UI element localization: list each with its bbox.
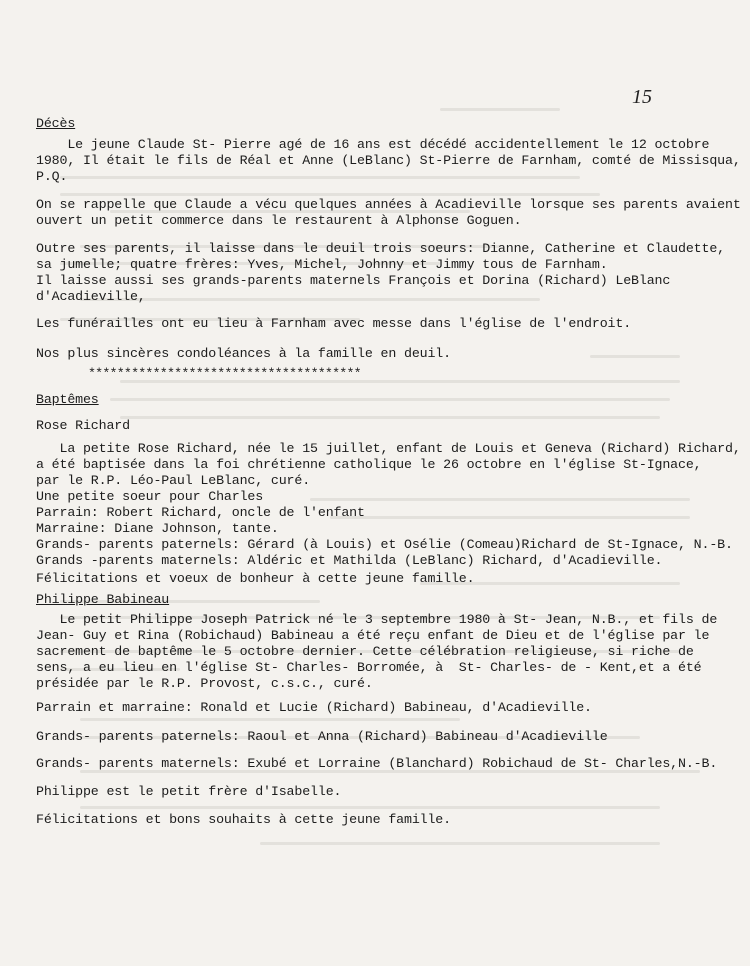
text-line: Une petite soeur pour Charles xyxy=(36,489,264,504)
text-line: Marraine: Diane Johnson, tante. xyxy=(36,521,279,536)
text-line: sens, a eu lieu en l'église St- Charles- Borromée, à St- Charles- de - Kent,et a été xyxy=(36,660,702,675)
text-line: sa jumelle; quatre frères: Yves, Michel, Johnny et Jimmy tous de Farnham. xyxy=(36,257,608,272)
text-line: Parrain et marraine: Ronald et Lucie (Richard) Babineau, d'Acadieville. xyxy=(36,700,592,715)
text-line: Félicitations et voeux de bonheur à cette jeune famille. xyxy=(36,571,475,586)
text-line: Philippe est le petit frère d'Isabelle. xyxy=(36,784,342,799)
text-line: On se rappelle que Claude a vécu quelques années à Acadieville lorsque ses parents avaient xyxy=(36,197,741,212)
text-line: Le jeune Claude St- Pierre agé de 16 ans est décédé accidentellement le 12 octobre xyxy=(36,137,710,152)
text-line: Le petit Philippe Joseph Patrick né le 3 septembre 1980 à St- Jean, N.B., et fils de xyxy=(36,612,718,627)
entry-name: Philippe Babineau xyxy=(36,592,170,607)
text-line: Jean- Guy et Rina (Robichaud) Babineau a été reçu enfant de Dieu et de l'église par le xyxy=(36,628,710,643)
text-line: 1980, Il était le fils de Réal et Anne (LeBlanc) St-Pierre de Farnham, comté de Missisqua, xyxy=(36,153,741,168)
text-line: Outre ses parents, il laisse dans le deuil trois soeurs: Dianne, Catherine et Claudette, xyxy=(36,241,725,256)
text-line: La petite Rose Richard, née le 15 juillet, enfant de Louis et Geneva (Richard) Richard, xyxy=(36,441,741,456)
text-line: Les funérailles ont eu lieu à Farnham avec messe dans l'église de l'endroit. xyxy=(36,316,632,331)
text-line: par le R.P. Léo-Paul LeBlanc, curé. xyxy=(36,473,311,488)
section-heading-baptemes: Baptêmes xyxy=(36,392,99,407)
page-number: 15 xyxy=(632,86,652,108)
text-line: Grands- parents paternels: Gérard (à Louis) et Osélie (Comeau)Richard de St-Ignace, N.-B. xyxy=(36,537,733,552)
text-line: Félicitations et bons souhaits à cette jeune famille. xyxy=(36,812,451,827)
text-line: présidée par le R.P. Provost, c.s.c., curé. xyxy=(36,676,373,691)
text-line: ouvert un petit commerce dans le restaurent à Alphonse Goguen. xyxy=(36,213,522,228)
text-line: sacrement de baptême le 5 octobre dernier. Cette célébration religieuse, si riche de xyxy=(36,644,694,659)
text-line: Grands -parents maternels: Aldéric et Mathilda (LeBlanc) Richard, d'Acadieville. xyxy=(36,553,663,568)
text-line: P.Q. xyxy=(36,169,68,184)
text-line: Parrain: Robert Richard, oncle de l'enfant xyxy=(36,505,365,520)
text-line: Il laisse aussi ses grands-parents maternels François et Dorina (Richard) LeBlanc xyxy=(36,273,671,288)
text-line: d'Acadieville, xyxy=(36,289,146,304)
text-line: Nos plus sincères condoléances à la famille en deuil. xyxy=(36,346,451,361)
text-line: Grands- parents maternels: Exubé et Lorraine (Blanchard) Robichaud de St- Charles,N.-B. xyxy=(36,756,718,771)
entry-name: Rose Richard xyxy=(36,418,130,433)
text-line: Grands- parents paternels: Raoul et Anna (Richard) Babineau d'Acadieville xyxy=(36,729,608,744)
section-heading-deces: Décès xyxy=(36,116,76,131)
asterisk-separator: ************************************** xyxy=(88,366,361,381)
text-line: a été baptisée dans la foi chrétienne catholique le 26 octobre en l'église St-Ignace, xyxy=(36,457,702,472)
